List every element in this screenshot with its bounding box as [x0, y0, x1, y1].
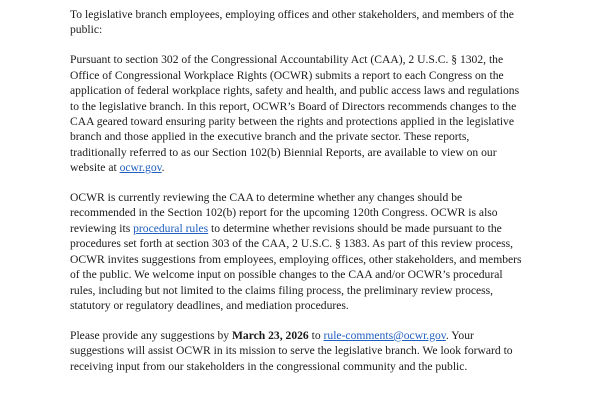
paragraph-suggestions-text-2: to [308, 328, 324, 342]
paragraph-suggestions-text-1: Please provide any suggestions by [70, 328, 232, 342]
salutation [70, 7, 526, 38]
salutation-text: To legislative branch employees, employing offices and other stakeholders, and members of the public: [70, 8, 514, 37]
ocwr-website-link[interactable]: ocwr.gov [119, 161, 162, 175]
procedural-rules-link[interactable]: procedural rules [133, 221, 209, 235]
document-body [70, 7, 526, 389]
comments-email-link[interactable]: rule-comments@ocwr.gov [323, 328, 446, 342]
paragraph-reports [70, 52, 526, 175]
paragraph-review-text-2: to determine whether revisions should be made pursuant to the procedures set forth at section 303 of the CAA, 2 U.S.C. § 1383. As part of this review process, OCWR invites suggestions from employees, employing offices, other stakeholders, and members of the public. We welcome input on possible changes to the CAA and/or OCWR’s procedural rules, including but not limited to the claims filing process, the preliminary review process, statutory or regulatory deadlines, and mediation procedures. [70, 221, 522, 312]
paragraph-review-text-1: OCWR is currently reviewing the CAA to determine whether any changes should be recommended in the Section 102(b) report for the upcoming 120th Congress. OCWR is also reviewing its [70, 191, 498, 235]
paragraph-reports-end: . [161, 161, 165, 175]
deadline-date: March 23, 2026 [231, 328, 309, 342]
paragraph-suggestions-text-3: . Your suggestions will assist OCWR in its mission to serve the legislative branch. We look forward to receiving input from our stakeholders in the congressional community and the public. [70, 328, 513, 373]
paragraph-suggestions [70, 328, 526, 374]
paragraph-reports-text: Pursuant to section 302 of the Congressional Accountability Act (CAA), 2 U.S.C. § 1302, the Office of Congressional Workplace Rights (OCWR) submits a report to each Congress on the application of federal workplace rights, safety and health, and public access laws and regulations to the legislative branch. In this report, OCWR’s Board of Directors recommends changes to the CAA geared toward ensuring parity between the rights and protections applied in the legislative branch and those applied in the executive branch and the private sector. These reports, traditionally referred to as our Section 102(b) Biennial Reports, are available to view on our website at [70, 53, 520, 175]
paragraph-review [70, 190, 526, 313]
